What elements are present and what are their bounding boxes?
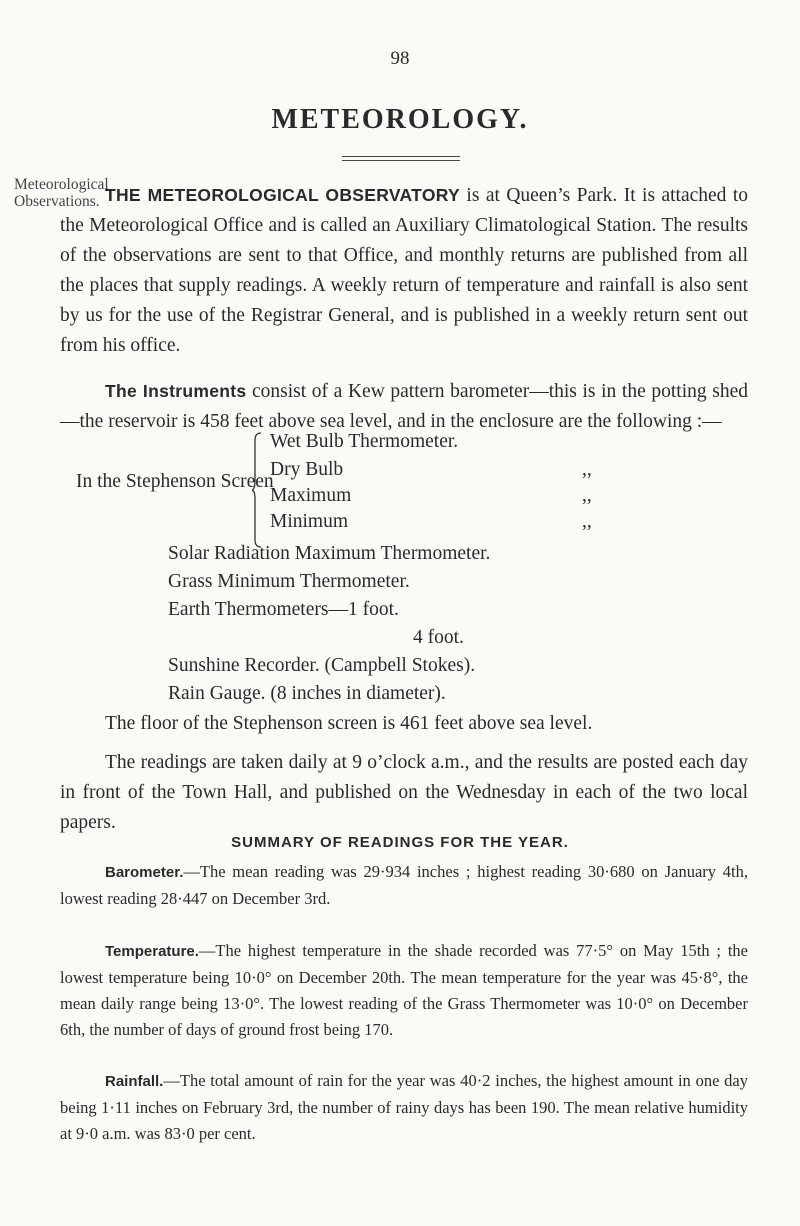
margin-note-line-2: Observations. [14,193,100,210]
instruments-paragraph [60,376,748,437]
screen-label: In the Stephenson Screen [76,471,274,492]
instruments-lead: The Instruments [105,381,247,401]
instruments-text: consist of a Kew pattern barometer—this is in the potting shed—the reservoir is 458 feet above sea level, and in the enclosure are the following :— [60,381,748,432]
instrument-earth-4ft: 4 foot. [413,627,464,648]
ditto-mark: ,, [582,511,592,532]
instrument-sunshine: Sunshine Recorder. (Campbell Stokes). [168,655,476,676]
temperature-paragraph [60,938,748,1043]
instrument-rain-gauge: Rain Gauge. (8 inches in diameter). [168,683,446,704]
brace-icon [252,432,262,548]
rainfall-lead: Rainfall. [105,1073,164,1090]
summary-heading: SUMMARY OF READINGS FOR THE YEAR. [231,834,569,851]
ditto-mark: ,, [582,485,592,506]
observatory-lead: THE METEOROLOGICAL OBSERVATORY [105,185,460,205]
barometer-lead: Barometer. [105,864,184,881]
rainfall-paragraph [60,1068,748,1147]
observatory-text: is at Queen’s Park. It is attached to the Meteorological Office and is called an Auxiliary Climatological Station. The results of the observations are sent to that Office, and monthly returns are published from all the places that supply readings. A weekly return of temperature and rainfall is also sent by us for the use of the Registrar General, and is published in a weekly return sent out from his office. [60,185,748,356]
margin-note-line-1: Meteorological [14,176,109,193]
barometer-paragraph [60,859,748,912]
temperature-text: —The highest temperature in the shade recorded was 77·5° on May 15th ; the lowest temperature being 10·0° on December 20th. The mean temperature for the year was 45·8°, the mean daily range being 13·0°. The lowest reading of the Grass Thermometer was 10·0° on December 6th, the number of days of ground frost being 170. [60,941,748,1039]
temperature-lead: Temperature. [105,943,199,960]
ditto-mark: ,, [582,459,592,480]
screen-item-wet-bulb: Wet Bulb Thermometer. [270,431,459,452]
barometer-text: —The mean reading was 29·934 inches ; highest reading 30·680 on January 4th, lowest reading 28·447 on December 3rd. [60,862,748,908]
instrument-solar: Solar Radiation Maximum Thermometer. [168,543,491,564]
screen-item-minimum: Minimum [270,511,349,532]
page-title: METEOROLOGY. [271,104,529,135]
floor-note: The floor of the Stephenson screen is 461 feet above sea level. [105,713,593,734]
page-number: 98 [390,48,410,69]
observatory-paragraph [60,180,748,361]
rainfall-text: —The total amount of rain for the year was 40·2 inches, the highest amount in one day being 1·11 inches on February 3rd, the number of rainy days has been 190. The mean relative humidity at 9·0 a.m. was 83·0 per cent. [60,1071,748,1143]
readings-paragraph: The readings are taken daily at 9 o’clock a.m., and the results are posted each day in front of the Town Hall, and published on the Wednesday in each of the two local papers. [60,752,748,833]
instrument-earth: Earth Thermometers—1 foot. [168,599,399,620]
instrument-grass: Grass Minimum Thermometer. [168,571,410,592]
screen-item-maximum: Maximum [270,485,352,506]
title-rule [342,156,460,161]
screen-item-dry-bulb: Dry Bulb [270,459,344,480]
